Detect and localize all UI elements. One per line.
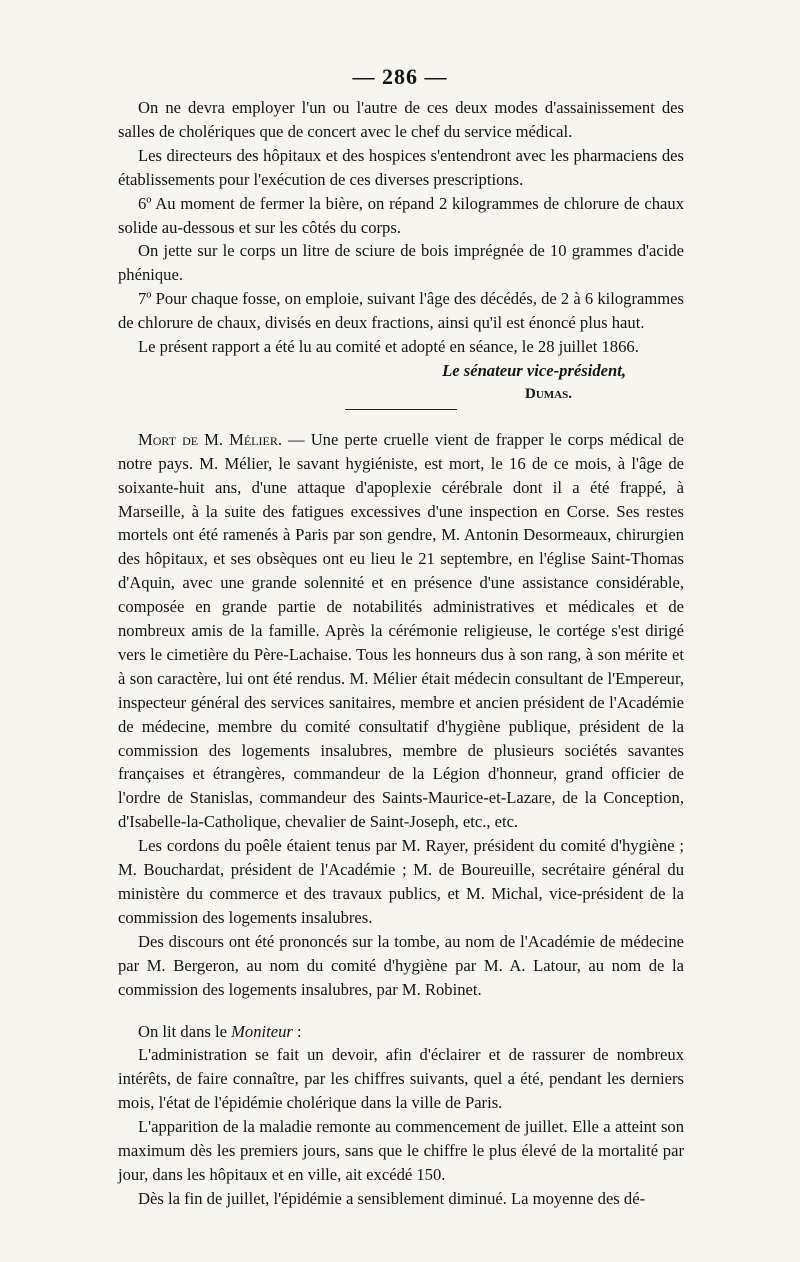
paragraph: Des discours ont été prononcés sur la tombe, au nom de l'Académie de médecine par M. Bergeron, au nom du comité d'hygiène par M. A. Latour, au nom de la commission des logements insalubres, par M. Robinet.	[118, 931, 684, 999]
moniteur-tail: :	[292, 1021, 302, 1041]
page-body	[118, 96, 684, 1211]
moniteur-lead: On lit dans le	[138, 1021, 232, 1041]
signature-title: Le sénateur vice-président,	[442, 360, 626, 380]
paragraph: 7º Pour chaque fosse, on emploie, suivant l'âge des décédés, de 2 à 6 kilogrammes de chlorure de chaux, divisés en deux fractions, ainsi qu'il est énoncé plus haut.	[118, 289, 684, 333]
page-number: — 286 —	[352, 64, 448, 89]
moniteur-intro	[118, 1020, 684, 1044]
paragraph: On ne devra employer l'un ou l'autre de ces deux modes d'assainissement des salles de cholériques que de concert avec le chef du service médical.	[118, 98, 684, 141]
paragraph: Les directeurs des hôpitaux et des hospices s'entendront avec les pharmaciens des établissements pour l'exécution de ces diverses prescriptions.	[118, 145, 684, 189]
spacer	[118, 1002, 684, 1020]
journal-title: Moniteur	[231, 1021, 293, 1041]
section-heading: Mort de M. Mélier.	[138, 429, 282, 449]
paragraph: 6º Au moment de fermer la bière, on répand 2 kilogrammes de chlorure de chaux solide au-dessous et sur les côtés du corps.	[118, 193, 684, 237]
signature-name: Dumas.	[525, 385, 572, 402]
paragraph: Dès la fin de juillet, l'épidémie a sensiblement diminué. La moyenne des dé-	[138, 1188, 646, 1208]
paragraph: Les cordons du poêle étaient tenus par M. Rayer, président du comité d'hygiène ; M. Bouchardat, président de l'Académie ; M. de Boureuille, secrétaire général du ministère du commerce et des travaux publics, et M. Michal, vice-président de la commission des logements insalubres.	[118, 836, 684, 927]
melier-paragraph	[118, 428, 684, 834]
melier-text: — Une perte cruelle vient de frapper le corps médical de notre pays. M. Mélier, le savant hygiéniste, est mort, le 16 de ce mois, à l'âge de soixante-huit ans, d'une attaque d'apoplexie cérébrale dont il a été frappé, à Marseille, à la suite des fatigues excessives d'une inspection en Corse. Ses restes mortels ont été ramenés à Paris par son gendre, M. Antonin Desormeaux, chirurgien des hôpitaux, et ses obsèques ont eu lieu le 21 septembre, en l'église Saint-Thomas d'Aquin, avec une grande solennité et en présence d'une assistance considérable, composée en grande partie de notabilités administratives et médicales et de nombreux amis de la famille. Après la cérémonie religieuse, le cortége s'est dirigé vers le cimetière du Père-Lachaise. Tous les honneurs dus à son rang, à son mérite et à son caractère, lui ont été rendus. M. Mélier était médecin consultant de l'Empereur, inspecteur général des services sanitaires, membre et ancien président de l'Académie de médecine, membre du comité consultatif d'hygiène publique, président de la commission des logements insalubres, membre de plusieurs sociétés savantes françaises et étrangères, commandeur de la Légion d'honneur, grand officier de l'ordre de Stanislas, commandeur des Saints-Maurice-et-Lazare, de la Conception, d'Isabelle-la-Catholique, chevalier de Saint-Joseph, etc., etc.	[118, 429, 684, 832]
paragraph: Le présent rapport a été lu au comité et adopté en séance, le 28 juillet 1866.	[138, 337, 639, 357]
paragraph: On jette sur le corps un litre de sciure de bois imprégnée de 10 grammes d'acide phénique.	[118, 241, 684, 285]
paragraph: L'apparition de la maladie remonte au commencement de juillet. Elle a atteint son maximum dès les premiers jours, sans que le chiffre le plus élevé de la mortalité par jour, dans les hôpitaux et en ville, ait excédé 150.	[118, 1117, 684, 1184]
paragraph: L'administration se fait un devoir, afin d'éclairer et de rassurer de nombreux intérêts, de faire connaître, par les chiffres suivants, quel a été, pendant les derniers mois, l'état de l'épidémie cholérique dans la ville de Paris.	[118, 1045, 684, 1113]
section-divider	[345, 409, 457, 410]
